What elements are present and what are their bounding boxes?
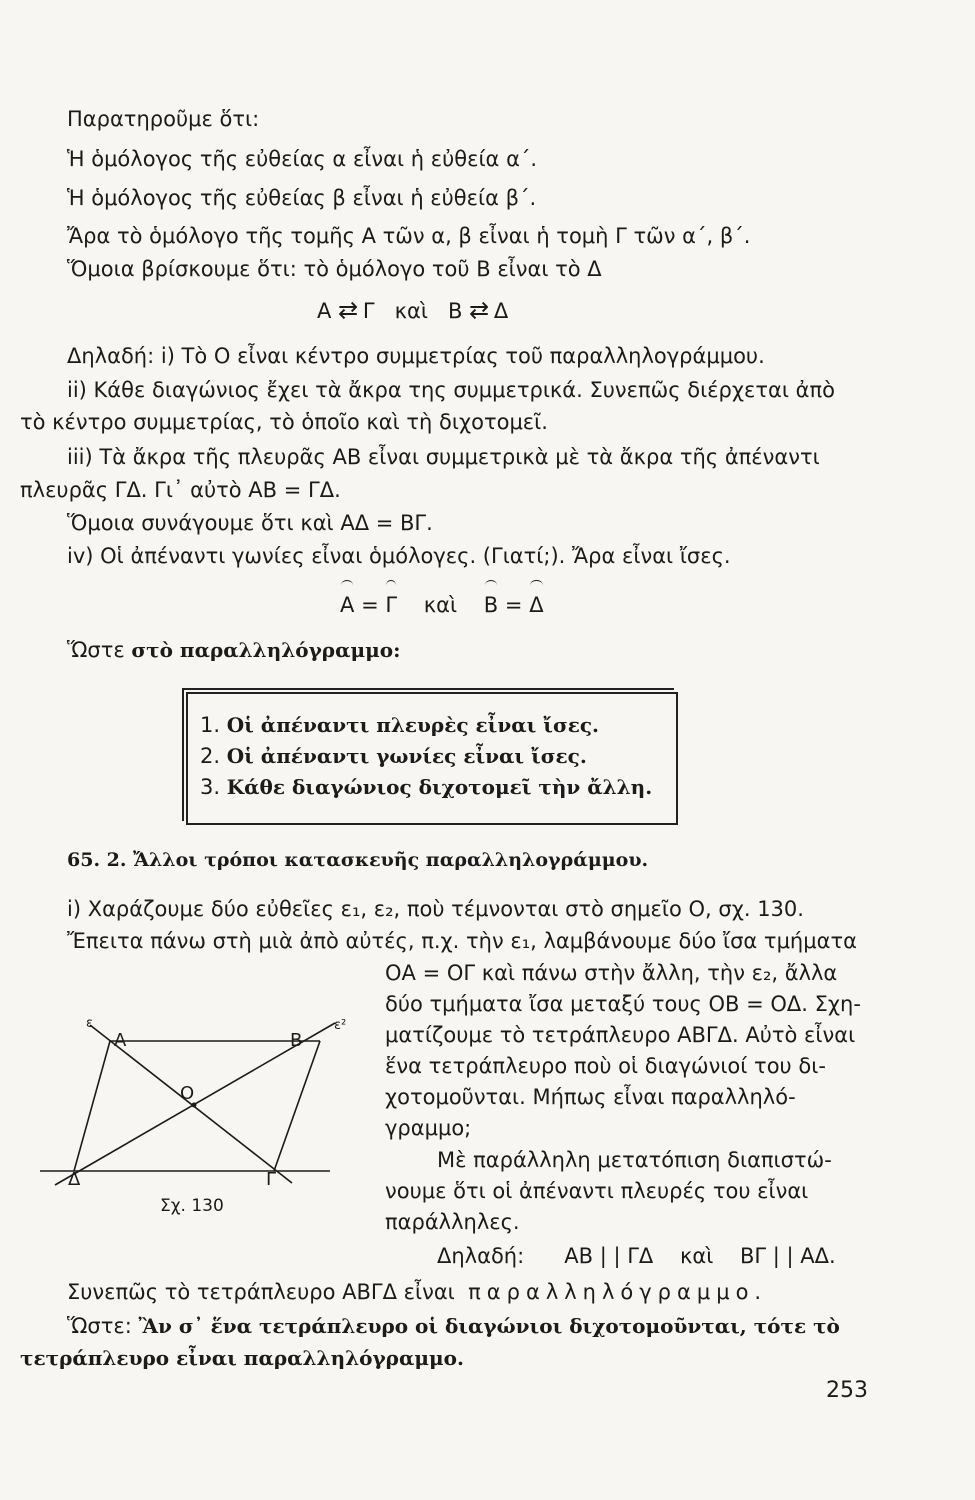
property-3 (200, 774, 652, 800)
so-line (67, 637, 401, 663)
property-3-text: Κάθε διαγώνιος διχοτομεῖ τὴν ἄλλη. (226, 775, 653, 799)
angle-c: Γ (385, 593, 398, 617)
parallelogram-spaced: παραλληλόγραμμο. (468, 1280, 768, 1304)
point-iv: iv) Οἱ ἀπέναντι γωνίες εἶναι ὁμόλογες. (Γιατί;). Ἄρα εἶναι ἴσες. (67, 544, 731, 568)
construction-line-4: δύο τμήματα ἴσα μεταξύ τους ΟΒ = ΟΔ. Σχη- (385, 992, 861, 1016)
construction-line-12 (437, 1243, 836, 1269)
point-ii-2: τὸ κέντρο συμμετρίας, τὸ ὁποῖο καὶ τὴ διχοτομεῖ. (20, 410, 548, 434)
construction-line-2: Ἔπειτα πάνω στὴ μιὰ ἀπὸ αὐτές, π.χ. τὴν ε₁, λαμβάνουμε δύο ἴσα τμήματα (67, 929, 857, 953)
construction-line-10: νουμε ὅτι οἱ ἀπέναντι πλευρές του εἶναι (385, 1179, 809, 1203)
section-number: 65. 2. (67, 849, 127, 871)
observe-line-3: Ἄρα τὸ ὁμόλογο τῆς τομῆς Α τῶν α, β εἶναι ἡ τομὴ Γ τῶν α΄, β΄. (67, 224, 751, 248)
point-ii-1: ii) Κάθε διαγώνιος ἔχει τὰ ἄκρα της συμμετρικά. Συνεπῶς διέρχεται ἀπὸ (67, 378, 835, 402)
conclusion-line-1 (67, 1313, 840, 1339)
angle-eq-2: = (504, 593, 523, 617)
property-1 (200, 712, 599, 738)
page-number: 253 (826, 1378, 868, 1403)
rel-b: Β (447, 299, 463, 323)
construction-line-5: ματίζουμε τὸ τετράπλευρο ΑΒΓΔ. Αὐτὸ εἶναι (385, 1023, 856, 1047)
construction-line-13 (67, 1279, 767, 1305)
properties-box (186, 692, 678, 825)
label-a: Α (114, 1030, 127, 1051)
section-title: Ἄλλοι τρόποι κατασκευῆς παραλληλογράμμου. (133, 849, 649, 871)
side-da (74, 1041, 110, 1171)
and-word: καὶ (679, 1244, 714, 1268)
label-c: Γ (266, 1169, 277, 1190)
rel-arrow-icon-2: ⇄ (469, 296, 488, 324)
property-2-text: Οἱ ἀπέναντι γωνίες εἶναι ἴσες. (226, 744, 587, 768)
property-2 (200, 743, 587, 769)
construction-line-11: παράλληλες. (385, 1210, 520, 1234)
angle-eq-1: = (361, 593, 379, 617)
angle-a: Α (340, 593, 355, 617)
rel-arrow-icon: ⇄ (338, 296, 357, 324)
angle-and: καὶ (423, 593, 458, 617)
construction-line-1: i) Χαράζουμε δύο εὐθεῖες ε₁, ε₂, ποὺ τέμνονται στὸ σημεῖο Ο, σχ. 130. (67, 897, 804, 921)
label-e1: ε (86, 1016, 94, 1031)
construction-line-3: ΟΑ = ΟΓ καὶ πάνω στὴν ἄλλη, τὴν ε₂, ἄλλα (385, 961, 838, 985)
figure-130 (30, 1015, 350, 1215)
bc-parallel-ad: ΒΓ | | ΑΔ. (740, 1244, 836, 1268)
property-1-text: Οἱ ἀπέναντι πλευρὲς εἶναι ἴσες. (226, 713, 599, 737)
angle-b: Β (483, 593, 499, 617)
label-b: Β (290, 1030, 303, 1051)
side-bc (274, 1041, 320, 1171)
box-shadow-left (182, 688, 184, 821)
therefore-text: Συνεπῶς τὸ τετράπλευρο ΑΒΓΔ εἶναι (67, 1280, 455, 1304)
construction-line-8: γραμμο; (385, 1116, 472, 1140)
ab-parallel-cd: ΑΒ | | ΓΔ (564, 1244, 654, 1268)
label-e2: ε² (334, 1018, 347, 1033)
conclusion-prefix: Ὥστε: (67, 1314, 132, 1338)
rel-c: Γ (362, 299, 375, 323)
box-shadow-top (182, 688, 674, 690)
observe-line-1: Ἡ ὁμόλογος τῆς εὐθείας α εἶναι ἡ εὐθεία α΄. (67, 147, 538, 171)
thus-label: Δηλαδή: (437, 1244, 525, 1268)
section-heading (67, 847, 648, 873)
construction-line-7: χοτομοῦνται. Μήπως εἶναι παραλληλό- (385, 1085, 796, 1109)
label-o: Ο (180, 1083, 195, 1104)
property-2-num: 2. (200, 744, 221, 768)
point-iii-3: Ὅμοια συνάγουμε ὅτι καὶ ΑΔ = ΒΓ. (67, 511, 433, 535)
observe-intro: Παρατηροῦμε ὅτι: (67, 107, 260, 131)
angles-equality (340, 592, 544, 618)
rel-and: καὶ (394, 299, 428, 323)
rel-d: Δ (493, 299, 509, 323)
property-3-num: 3. (200, 775, 221, 799)
point-i: Δηλαδή: i) Τὸ Ο εἶναι κέντρο συμμετρίας τοῦ παραλληλογράμμου. (67, 344, 765, 368)
correspondence-relation (317, 297, 508, 324)
rel-a: Α (317, 299, 332, 323)
point-iii-1: iii) Τὰ ἄκρα τῆς πλευρᾶς ΑΒ εἶναι συμμετρικὰ μὲ τὰ ἄκρα τῆς ἀπέναντι (67, 445, 820, 469)
so-bold: στὸ παραλληλόγραμμο: (131, 638, 401, 662)
observe-line-2: Ἡ ὁμόλογος τῆς εὐθείας β εἶναι ἡ εὐθεία β΄. (67, 186, 537, 210)
angle-d: Δ (529, 593, 544, 617)
figure-caption: Σχ. 130 (160, 1196, 224, 1215)
so-prefix: Ὥστε (67, 638, 125, 662)
construction-line-6: ἕνα τετράπλευρο ποὺ οἱ διαγώνιοί του δι- (385, 1054, 826, 1078)
label-d: Δ (68, 1169, 81, 1190)
observe-line-4: Ὅμοια βρίσκουμε ὅτι: τὸ ὁμόλογο τοῦ Β εἶναι τὸ Δ (67, 257, 602, 281)
construction-line-9: Μὲ παράλληλη μετατόπιση διαπιστώ- (437, 1148, 832, 1172)
conclusion-bold-1: Ἂν σ᾽ ἕνα τετράπλευρο οἱ διαγώνιοι διχοτομοῦνται, τότε τὸ (138, 1314, 840, 1338)
conclusion-line-2: τετράπλευρο εἶναι παραλληλόγραμμο. (20, 1346, 464, 1370)
property-1-num: 1. (200, 713, 221, 737)
point-iii-2: πλευρᾶς ΓΔ. Γι᾽ αὐτὸ ΑΒ = ΓΔ. (20, 478, 341, 502)
